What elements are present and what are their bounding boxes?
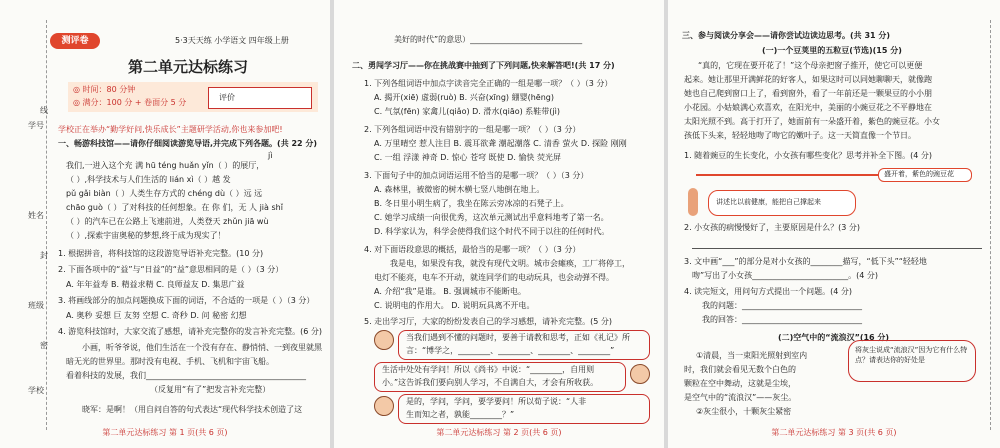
exam-time: ◎ 时间：80 分钟 [73,85,136,94]
side-school: 学校 [28,386,44,395]
q2-3-option-b: B. 冬日里小明生病了，我坐在陈云旁冰凉的石凳子上。 [374,199,569,208]
q2-2-options-b: C. 一组 浮漾 神奇 D. 惊心 苍穹 既使 D. 愉快 荧光屏 [374,153,561,162]
side-line: 线 [40,106,48,115]
side-student-id: 学号 [28,121,44,130]
question-1-3-options: A. 奥秒 妥想 巨 友努 空想 C. 奇秒 D. 问 秘密 幻想 [66,311,247,320]
question-3-3: 3. 文中画“___”的部分是对小女孩的________描写，“低下头”“轻轻地 [684,257,927,266]
bubble-3-b: 生而知之者，孰能________？” [406,410,515,419]
my-answer: 我的回答：______________________________ [702,315,862,324]
question-3-2: 2. 小女孩的病慢慢好了，主要原因是什么？(3 分) [684,223,861,232]
q2-3-option-d: D. 科学家认为，科学会使得我们这个时代不同于以往的任何时代。 [374,227,610,236]
side-class: 班级 [28,301,44,310]
rating-label: 评价 [219,93,235,102]
section-3-title: 三、参与阅读分享会——请你尝试边读边思考。(共 31 分) [682,31,891,40]
question-3-1: 1. 随着豌豆的生长变化，小女孩有哪些变化？思考并补全下图。(4 分) [684,151,933,160]
question-2-4: 4. 对下面语段意思的概括，最恰当的是哪一项？（ ）（3 分） [364,245,581,254]
q2-4-options-a: A. 介绍“我”是谁。 B. 强调城市不能断电。 [374,287,526,296]
q2-3-option-c: C. 她学习成绩一向很优秀，这次单元测试出乎意料地考了第一名。 [374,213,609,222]
bubble-2-b: 小。”这告诉我们要向别人学习，不自满自大，才会有所收获。 [382,378,599,387]
page-title: 第二单元达标练习 [128,58,249,76]
reading-1-line-d: 小花园。小姑娘满心欢喜欢，在阳光中，美丽的小豌豆花之不平静地在 [684,103,932,112]
student-avatar [630,364,650,384]
pea-icon [688,188,698,216]
passage-line-3: pǔ gǎi biàn（ ）人类生存方式的 chéng dù（ ）远 远 [66,189,263,198]
bubble-1-a: 当我们遇到不懂的问题时，要善于请教和思考，正如《礼记》所 [406,333,630,342]
reading-2-title: (二)空气中的“流浪汉”(16 分) [778,333,890,342]
exam-page-1 [0,0,330,448]
binding-line [46,20,47,430]
test-badge: 测评卷 [50,33,100,49]
bubble-3-a: 是的，学问，学问，要学要问！所以荀子说：“人非 [406,397,587,406]
chain-end-label: 盛开着，紫色的豌豆花 [884,170,954,178]
growth-chain [688,168,978,182]
reading-1-line-f: 孩低下头来，轻轻地吻了吻它的嫩叶子。这一天简直像一个节日。 [684,131,916,140]
q2-3-option-a: A. 森林里，被微密的树木横七竖八地倒在地上。 [374,185,545,194]
my-question: 我的问题：______________________________ [702,301,862,310]
question-3-3-b: 吻”写出了小女孩________________________。(4 分) [692,271,879,280]
q2-1-options-a: A. 揭开(xiē) 虚弱(ruò) B. 兴奋(xīng) 綳婴(hēng) [374,93,554,102]
q4-text-c: 看着科技的发展，我们________________________________________ [66,371,306,380]
reading-1-title: (一)一个豆荚里的五粒豆(节选)(15 分) [762,46,902,55]
exam-score: ◎ 满分：100 分 + 卷面分 5 分 [73,98,187,107]
reading-2-line-d: 是空气中的“流浪汉”——灰尘。 [684,393,797,402]
continued-text: 美好的时代”的意思）____________________________ [394,35,583,44]
thought-bubble [848,340,976,382]
question-1-2-options: A. 年年益寿 B. 精益求精 C. 良师益友 D. 集思广益 [66,280,245,289]
exam-page-3 [668,0,1000,448]
series-header: 5·3天天练 小学语文 四年级上册 [175,36,289,45]
page-footer: 第二单元达标练习 第 1 页(共 6 页) [102,428,228,437]
thought-bubble-text: 将灰尘说成“流浪汉”因为它有什么特点？请表达你的好处是 [855,346,968,364]
reading-1-line-a: “真的，它现在要开花了！”这个母亲把窗子推开，使它可以更便 [698,61,923,70]
question-1-1: 1. 根据拼音，将科技馆的这段游览导语补充完整。(10 分) [58,249,264,258]
q4-text-a: 小画，听爷爷说，他们生活在一个没有存在、静悄悄、一到夜里就黑 [82,343,322,352]
q2-2-options-a: A. 万里晴空 惹人注目 B. 震耳欲聋 潮起潮落 C. 清香 萤火 D. 探险 刚刚 [374,139,627,148]
passage-line-6: （ ）,探索宇宙奥秘的梦想,终于成为现实了！ [66,231,226,240]
question-2-1: 1. 下列各组词语中加点字读音完全正确的一组是哪一项？（ ）（3 分） [364,79,613,88]
side-dense: 密 [40,341,48,350]
intro-text: 学校正在举办“勤学好问,快乐成长”主题研学活动,你也来参加吧! [58,125,283,134]
section-1-title: 一、畅游科技馆——请你仔细阅读游览导语,并完成下列各题。(共 22 分) [58,139,318,148]
q4-text-b: 暗无光的世界里。那时没有电视、手机、飞机和宇宙飞船。 [66,357,274,366]
passage-line-1: 我们,一进入这个充 满 hū téng huǎn yǐn（ ）的展厅， [66,161,265,170]
side-seal: 封 [40,251,48,260]
bubble-2-a: 生活中处处有学问！所以《尚书》中说：“________，自用则 [382,365,595,374]
q5-text: 晓军：是啊！（用自问自答的句式表达“现代科学技术创造了这 [82,405,303,414]
pinyin-note: jì [268,151,273,160]
passage-line-5: （ ）的汽车已在公路上飞速前进，人类登天 zhǔn jiā wù [66,217,269,226]
reading-2-line-a: ①清晨，当一束阳光照射到室内 [696,351,808,360]
rating-box [208,87,312,109]
q2-4-passage-a: 我是电，如果没有我，就没有现代文明。城市会瘫痪，工厂将停工， [390,259,630,268]
reading-1-line-b: 起来。她让那里开满鲜花的好客人，如果这时可以同她聊聊天，就像跑 [684,75,932,84]
question-3-4: 4. 读完短文，用问句方式提出一个问题。(4 分) [684,287,853,296]
side-name: 姓名 [28,211,44,220]
student-avatar [374,330,394,350]
question-1-2: 2. 下面各项中的“益”与“日益”的“益”意思相同的是（ ）（3 分） [58,265,284,274]
reading-2-line-b: 时，我们就会看见无数个白色的 [684,365,796,374]
question-1-3: 3. 将画线部分的加点问题换成下面的词语，不合适的一项是（ ）（3 分） [58,296,315,305]
passage-line-2: （ ）,科学技术与人们生活的 lián xì（ ）越 发 [66,175,231,184]
q2-1-options-b: C. 气氛(fēn) 家禽儿(qiǎo) D. 滑水(qiāo) 系鞋带(jì) [374,107,560,116]
bubble-1-b: 言：“博学之，________、________、________、________” [406,346,615,355]
reading-2-line-e: ②灰尘很小，十颗灰尘紧密 [696,407,792,416]
question-1-4: 4. 游览科技馆时，大家交流了感想，请补充完整你的发言补充完整。(6 分) [58,327,323,336]
section-2-title: 二、勇闯学习厅——你在挑战赛中抽到了下列问题,快来解答吧!(共 17 分) [352,61,615,70]
question-2-5: 5. 走出学习厅，大家的纷纷发表自己的学习感想，请补充完整。(5 分) [364,317,613,326]
reading-1-line-e: 太阳光照不到。高于打开了，她面前有一朵盛开着，紫色的豌豆花。小女 [684,117,940,126]
q2-4-passage-b: 电灯不能亮，电车不开动，就连同学们的电动玩具，也会动弹不得。 [374,273,614,282]
page-footer: 第二单元达标练习 第 2 页(共 6 页) [436,428,562,437]
question-2-3: 3. 下面句子中的加点词语运用不恰当的是哪一项？（ ）（3 分） [364,171,589,180]
reading-2-line-c: 颗粒在空中舞动，这就是尘埃， [684,379,796,388]
exam-page-2 [334,0,664,448]
answer-line [692,248,982,249]
q2-4-options-b: C. 说明电的作用大。 D. 说明玩具离不开电。 [374,301,535,310]
question-2-2: 2. 下列各组词语中没有错别字的一组是哪一项？（ ）（3 分） [364,125,581,134]
page-footer: 第二单元达标练习 第 3 页(共 6 页) [771,428,897,437]
student-avatar [374,396,394,416]
q4-text-d: （反复用“有了”把发言补充完整） [150,385,271,394]
reading-1-line-c: 她也自己爬到窗口上了，看到窗外，看了一年前还是一颗果豆的小小朋 [684,89,932,98]
binding-line [990,20,991,430]
chain-note-label: 讲述比以前健康，能把自己撑起来 [716,198,821,206]
passage-line-4: chāo guò（ ）了对科技的任何想象。在 你 们，无 人 jià shǐ [66,203,283,212]
